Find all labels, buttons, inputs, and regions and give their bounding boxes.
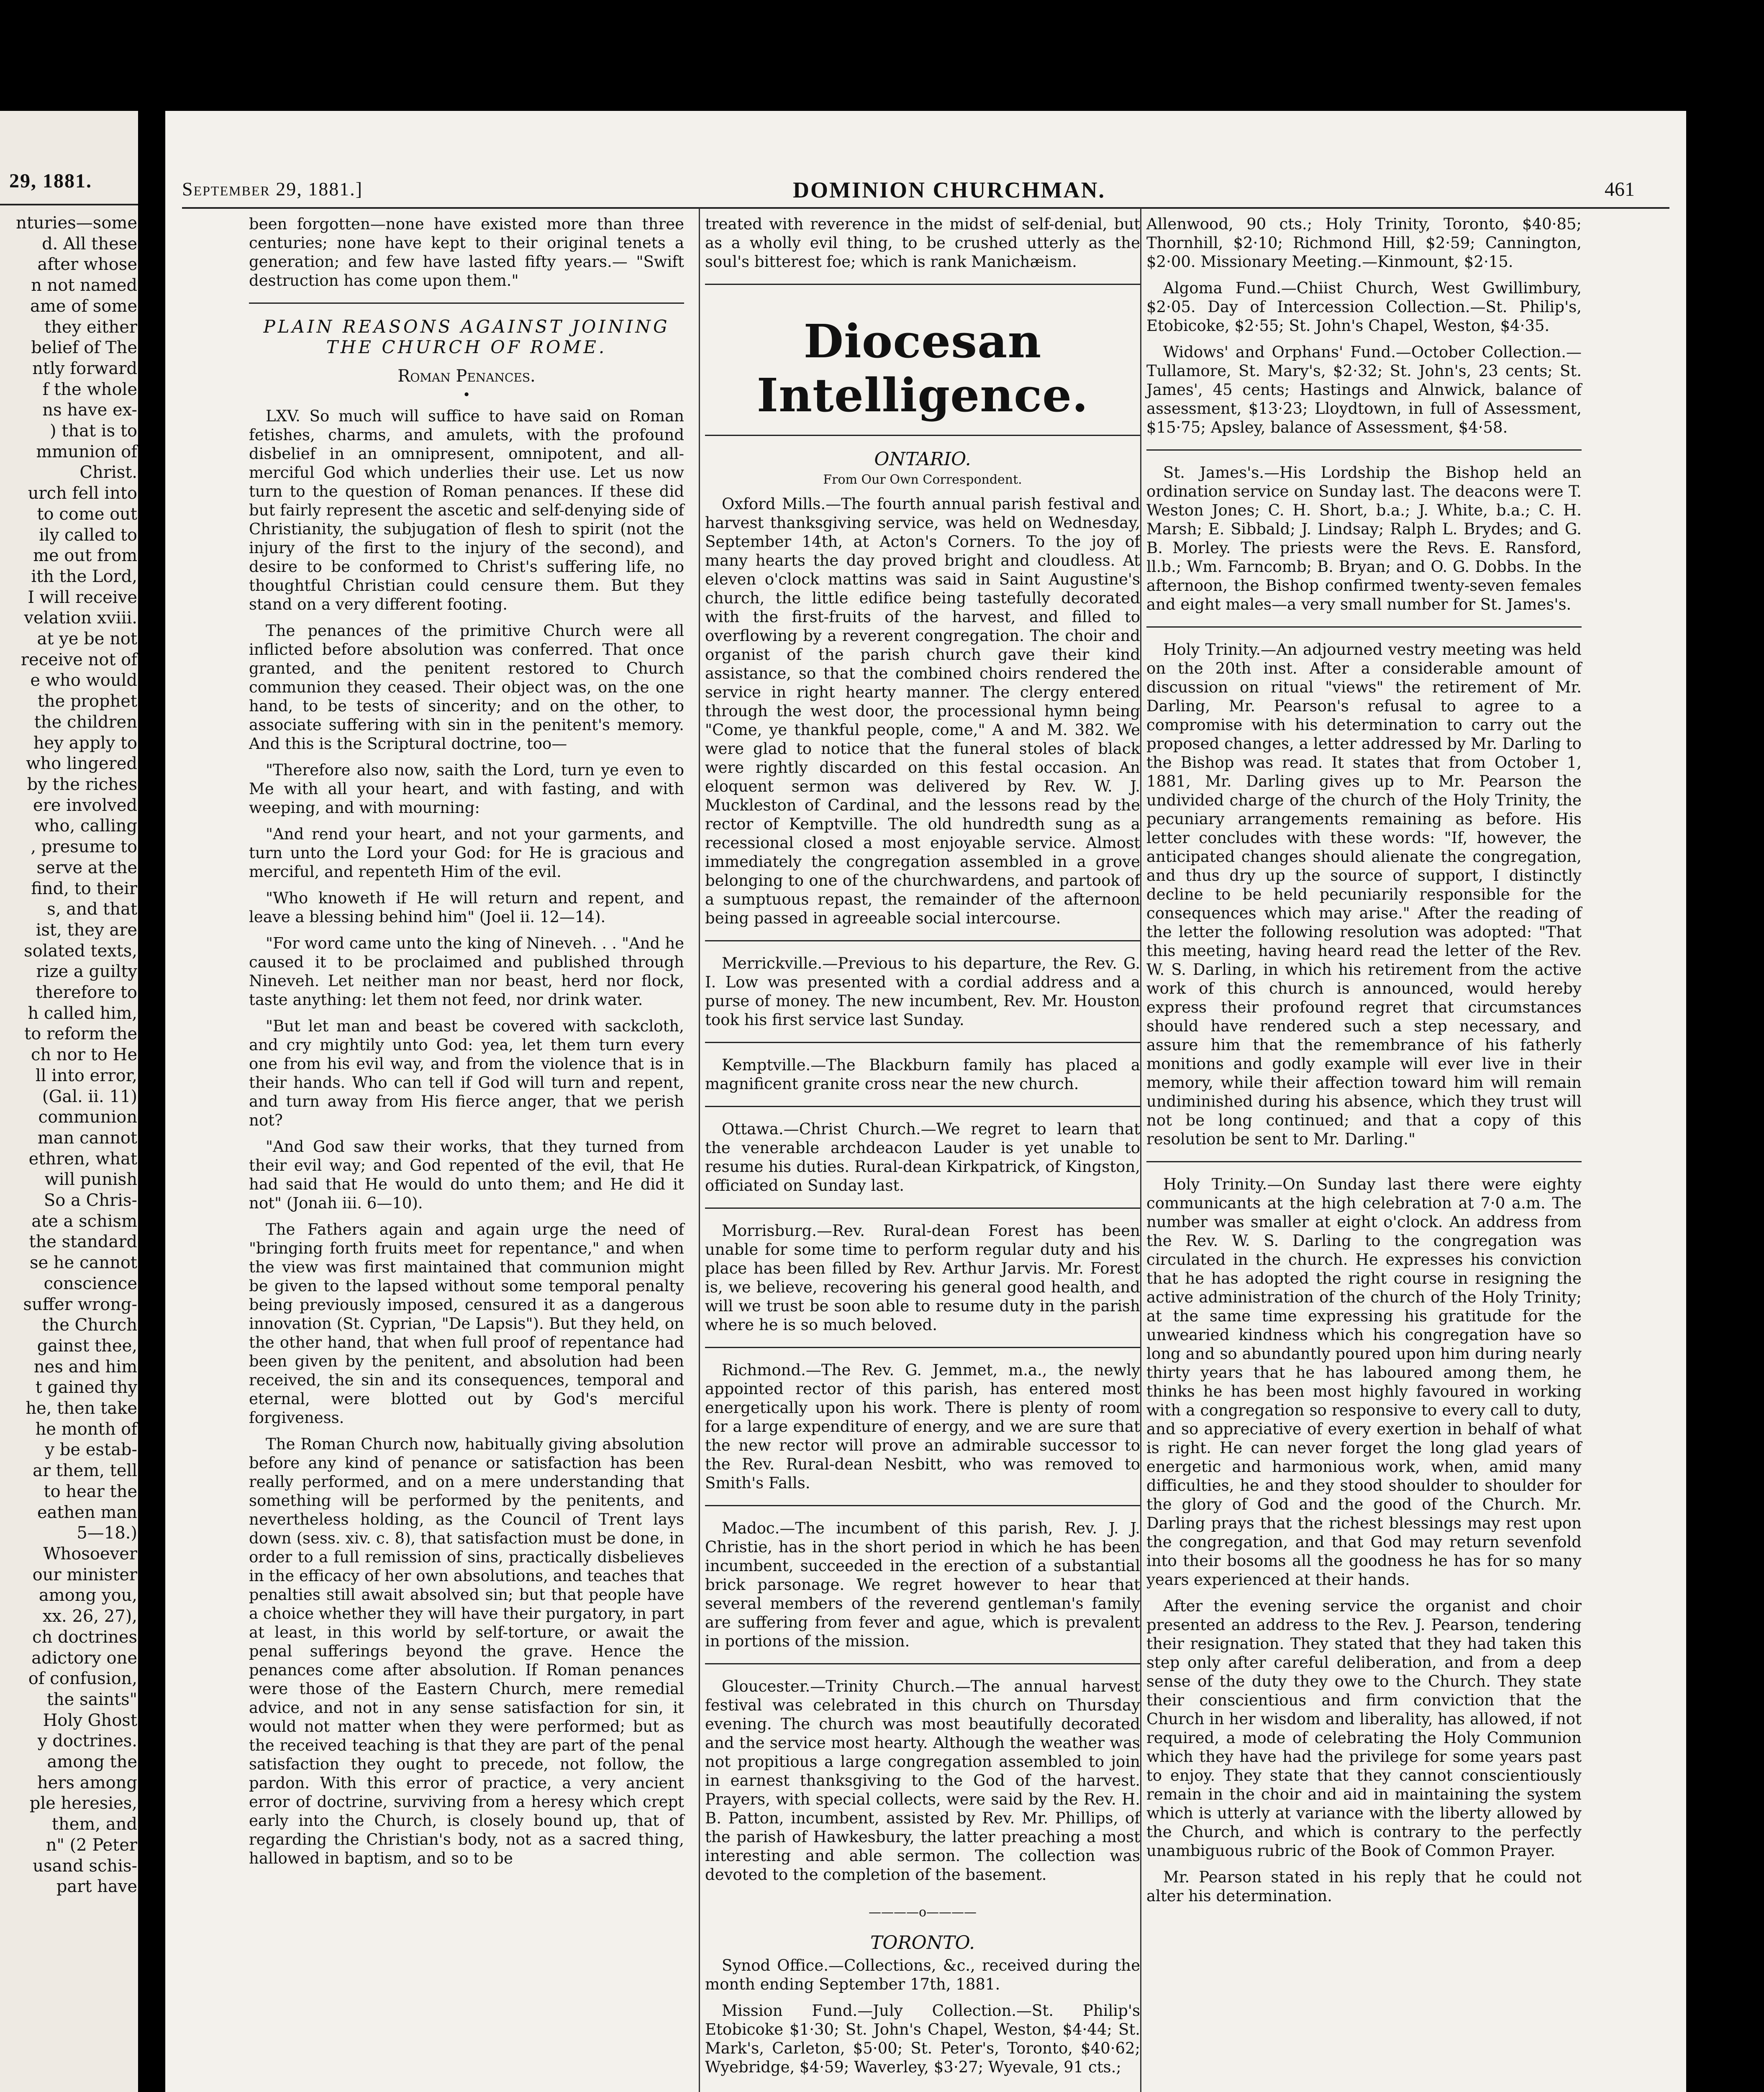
previous-page-line: ) that is to [50, 421, 137, 441]
previous-page-line: urch fell into [28, 484, 137, 503]
previous-page-line: , presume to [31, 837, 137, 857]
item-rule [705, 940, 1140, 941]
previous-page-line: ntly forward [32, 359, 137, 378]
header-rule [182, 207, 1669, 209]
previous-page-line: se he cannot [30, 1253, 137, 1273]
previous-page-line: velation xviii. [24, 608, 137, 628]
previous-page-line: solated texts, [24, 941, 137, 961]
correspondent-line: From Our Own Correspondent. [823, 472, 1022, 487]
column-1 [249, 215, 684, 1875]
news-item-st-james: St. James's.—His Lordship the Bishop held an ordination service on Sunday last. The deacons were T. Weston Jones; C. H. Short, b.a.; J. White, b.a.; C. H. Marsh; E. Sibbald; J. Lindsay; Ralph L. Brydes; and G. B. Morley. The priests were the Revs. E. Ransford, ll.b.; Wm. Farncomb; B. Bryan; and O. G. Dobbs. In the afternoon, the Bishop confirmed twenty-seven females and eight males—a very small number for St. James's. [1146, 464, 1582, 613]
previous-page-line: after whose [37, 255, 137, 274]
previous-page-line: rize a guilty [36, 962, 137, 982]
previous-page-line: belief of The [31, 338, 137, 358]
item-rule [1146, 449, 1582, 451]
previous-page-line: f the whole [42, 379, 137, 399]
previous-page-line: who, calling [34, 816, 137, 836]
previous-page-text [3, 213, 137, 1897]
previous-page-line: eathen man [37, 1502, 137, 1522]
news-item-holy-trinity-sunday: Holy Trinity.—On Sunday last there were eighty communicants at the high celebration at 7·0 a.m. The number was smaller at eight o'clock. An address from the Rev. W. S. Darling to the congregation was circulated in the church. He expresses his conviction that he has adopted the right course in resigning the active administration of the church of the Holy Trinity; at the same time expressing his gratitude for the unwearied kindness which his congregation have so long and so abundantly poured upon him during nearly thirty years that he has laboured among them, he thinks he has been most highly favoured in working with a congregation so responsive to every call to duty, and so appreciative of every exertion in behalf of what is right. He can never forget the long glad years of energetic and harmonious work, when, amid many difficulties, he and they stood shoulder to shoulder for the glory of God and the good of the Church. Mr. Darling prays that the richest blessings may rest upon the congregation, and that God may return sevenfold into their bosoms all the goodness he has for so many years experienced at their hands. [1146, 1175, 1582, 1589]
paragraph: The penances of the primitive Church were all inflicted before absolution was conferred. That once granted, and the penitent restored to Church communion they ceased. Their object was, on the one hand, to be tests of sincerity; and on the other, to associate suffering with sin in the penitent's memory. And this is the Scriptural doctrine, too— [249, 622, 684, 753]
previous-page-line: ethren, what [28, 1149, 137, 1169]
item-rule [705, 1106, 1140, 1107]
previous-page-header: 29, 1881. [9, 170, 92, 192]
section-masthead: Diocesan Intelligence. [756, 314, 1089, 422]
article-subheading: Roman Penances. [397, 367, 536, 386]
col3-intro: Allenwood, 90 cts.; Holy Trinity, Toronto, $40·85; Thornhill, $2·10; Richmond Hill, $2·59; Cannington, $2·00. Missionary Meeting.—Kinmount, $2·15. [1146, 215, 1582, 271]
article-heading: PLAIN REASONS AGAINST JOINING THE CHURCH OF ROME. [263, 316, 670, 357]
previous-page-line: will punish [44, 1170, 137, 1190]
paragraph: The Fathers again and again urge the need of "bringing forth fruits meet for repentance," and when the view was first maintained that communion might be given to the lapsed without some temporal penalty being previously imposed, censured it as a dangerous innovation (St. Cyprian, "De Lapsis"). But they held, on the other hand, that when full proof of repentance had been given by the penitent, and absolution had been received, the sin and its consequences, temporal and eternal, were blotted out by God's merciful forgiveness. [249, 1220, 684, 1427]
previous-page-line: the children [34, 712, 137, 732]
scripture-quote: "Therefore also now, saith the Lord, turn ye even to Me with all your heart, and with fasting, and with weeping, and with mourning: [249, 761, 684, 817]
item-rule [1146, 626, 1582, 628]
previous-page-line: the Church [42, 1315, 137, 1335]
scripture-quote: "But let man and beast be covered with sackcloth, and cry mightily unto God: yea, let them turn every one from his evil way, and from the violence that is in their hands. Who can tell if God will turn and repent, and turn away from His fierce anger, that we perish not? [249, 1017, 684, 1129]
news-item-ottawa: Ottawa.—Christ Church.—We regret to learn that the venerable archdeacon Lauder is yet unable to resume his duties. Rural-dean Kirkpatrick, of Kingston, officiated on Sunday last. [705, 1120, 1140, 1195]
news-item-oxford-mills: Oxford Mills.—The fourth annual parish festival and harvest thanksgiving service, was held on Wednesday, September 14th, at Acton's Corners. To the joy of many hearts the day proved bright and cloudless. At eleven o'clock mattins was said in Saint Augustine's church, the little edifice being tastefully decorated with the first-fruits of the harvest, and filled to overflowing by a reverent congregation. The choir and organist of the parish church gave their kind assistance, so that the combined choirs rendered the service in right hearty manner. The clergy entered through the west door, the processional hymn being "Come, ye thankful people, come," A and M. 382. We were glad to notice that the funeral stoles of black were rightly discarded on this festal occasion. An eloquent sermon was delivered by Rev. W. J. Muckleston of Cardinal, and the lessons read by the rector of Kemptville. The old hundredth sung as a recessional closed a most enjoyable service. Almost immediately the congregation assembled in a grove belonging to one of the churchwardens, and partook of a sumptuous repast, the remainder of the afternoon being passed in agreeable social intercourse. [705, 495, 1140, 927]
news-item-mission-fund: Mission Fund.—July Collection.—St. Philip's Etobicoke $1·30; St. John's Chapel, Weston, $4·44; St. Mark's, Carleton, $5·00; St. Peter's, Toronto, $40·62; Wyebridge, $4·59; Waverley, $3·27; Wyevale, 91 cts.; [705, 2002, 1140, 2076]
previous-page-line: serve at the [36, 858, 137, 877]
section-rule [249, 303, 684, 304]
news-item-holy-trinity-choir: After the evening service the organist and choir presented an address to the Rev. J. Pearson, tendering their resignation. They stated that they had taken this step only after careful deliberation, and from a deep sense of the duty they owe to the Church. They state their conscientious and firm conviction that the Church in her wisdom and liberality, has allowed, if not required, a mode of celebrating the Holy Communion which they have had the privilege for some years past to enjoy. They state that they cannot conscientiously remain in the choir and aid in maintaining the system which is utterly at variance with the liberty allowed by the Church, and which is contrary to the perfectly unambiguous rubric of the Book of Common Prayer. [1146, 1597, 1582, 1860]
previous-page-line: y doctrines. [37, 1731, 137, 1751]
previous-page-line: nturies—some [16, 213, 137, 233]
previous-page-line: ily called to [39, 525, 137, 545]
previous-page-rule [0, 204, 138, 205]
previous-page-line: ll into error, [35, 1066, 137, 1085]
news-item-gloucester: Gloucester.—Trinity Church.—The annual harvest festival was celebrated in this church on Thursday evening. The church was most beautifully decorated and the service most hearty. Although the weather was not propitious a large congregation assembled to join in earnest thanksgiving to the God of the harvest. Prayers, with special collects, were said by the Rev. H. B. Patton, incumbent, assisted by Rev. Mr. Phillips, of the parish of Hawkesbury, the latter preaching a most interesting and able sermon. The collection was devoted to the completion of the basement. [705, 1677, 1140, 1884]
news-item-holy-trinity-reply: Mr. Pearson stated in his reply that he could not alter his determination. [1146, 1868, 1582, 1905]
previous-page-line: usand schis- [33, 1856, 137, 1876]
previous-page-line: Christ. [79, 463, 137, 482]
news-item-algoma-fund: Algoma Fund.—Chiist Church, West Gwillimbury, $2·05. Day of Intercession Collection.—St. Philip's, Etobicoke, $2·55; St. John's Chapel, Weston, $4·35. [1146, 279, 1582, 335]
paragraph: LXV. So much will suffice to have said on Roman fetishes, charms, and amulets, with the profound disbelief in an omnipresent, omnipotent, and all-merciful God which underlies their use. Let us now turn to the question of Roman penances. If these did but fairly represent the ascetic and self-denying side of Christianity, the subjugation of flesh to spirit (not the injury of the first to the injury of the second), and desire to be conformed to Christ's suffering life, no thoughtful Christian could censure them. But they stand on a very different footing. [249, 407, 684, 613]
previous-page-line: ate a schism [31, 1211, 137, 1231]
previous-page-line: among the [47, 1752, 137, 1772]
previous-page-line: suffer wrong- [23, 1295, 137, 1314]
previous-page-line: to hear the [44, 1482, 137, 1501]
previous-page-line: I will receive [28, 587, 137, 607]
column-divider-1 [699, 208, 700, 2092]
previous-page-edge [0, 111, 138, 2092]
section-rule [705, 435, 1140, 436]
newspaper-page [165, 111, 1686, 2092]
previous-page-line: ch doctrines [32, 1627, 137, 1647]
previous-page-line: n" (2 Peter [46, 1835, 137, 1855]
previous-page-line: hers among [37, 1773, 137, 1792]
previous-page-line: h called him, [28, 1003, 137, 1023]
previous-page-line: mmunion of [36, 442, 137, 461]
item-rule [705, 1347, 1140, 1348]
news-item-widows-orphans-fund: Widows' and Orphans' Fund.—October Collection.—Tullamore, St. Mary's, $2·32; St. John's, 23 cents; St. James', 45 cents; Hastings and Alnwick, balance of assessment, $13·23; Lloydtown, in full of Assessment, $15·75; Apsley, balance of Assessment, $4·58. [1146, 343, 1582, 436]
news-item-holy-trinity-vestry: Holy Trinity.—An adjourned vestry meeting was held on the 20th inst. After a considerable amount of discussion on ritual "views" the retirement of Mr. Darling, Mr. Pearson's refusal to agree to a compromise with his determination to carry out the proposed changes, a letter addressed by Mr. Darling to the Bishop was read. It states that from October 1, 1881, Mr. Darling gives up to Mr. Pearson the undivided charge of the church of the Holy Trinity, the pecuniary arrangements remaining as before. His letter concludes with these words: "If, however, the anticipated changes should alienate the congregation, and thus dry up the source of support, I distinctly decline to be held pecuniarily responsible for the consequences which may arise." After the reading of the letter the following resolution was adopted: "That this meeting, having heard read the letter of the Rev. W. S. Darling, in which his retirement from the active work of this church is announced, would hereby express their profound regret that circumstances should have rendered such a step necessary, and assure him that the remembrance of his fatherly monitions and godly example will ever live in their memory, while their affection toward him will remain undiminished during his absence, which they trust will not be long continued; and that a copy of this resolution be sent to Mr. Darling." [1146, 641, 1582, 1148]
previous-page-line: our minister [32, 1565, 137, 1584]
previous-page-line: at ye be not [37, 629, 137, 649]
previous-page-line: man cannot [37, 1128, 137, 1148]
diocese-heading-toronto: TORONTO. [870, 1932, 975, 1954]
news-item-merrickville: Merrickville.—Previous to his departure, the Rev. G. I. Low was presented with a cordial address and a purse of money. The new incumbent, Rev. Mr. Houston took his first service last Sunday. [705, 954, 1140, 1029]
previous-page-line: gainst thee, [37, 1336, 137, 1356]
item-rule [705, 1042, 1140, 1043]
previous-page-line: hey apply to [33, 733, 137, 753]
column-divider-2 [1140, 208, 1141, 2092]
previous-page-line: So a Chris- [44, 1191, 137, 1210]
previous-page-line: to come out [37, 504, 137, 524]
previous-page-line: adictory one [31, 1648, 137, 1668]
news-item-morrisburg: Morrisburg.—Rev. Rural-dean Forest has been unable for some time to perform regular duty and his place has been filled by Rev. Arthur Jarvis. Mr. Forest is, we believe, recovering his general good health, and will we trust be soon able to resume duty in the parish where he is so much beloved. [705, 1222, 1140, 1334]
previous-page-line: t gained thy [35, 1378, 137, 1397]
previous-page-line: conscience [44, 1274, 137, 1293]
previous-page-line: (Gal. ii. 11) [42, 1087, 137, 1106]
previous-page-line: 5—18.) [77, 1523, 137, 1543]
previous-page-line: he, then take [26, 1399, 137, 1418]
news-item-kemptville: Kemptville.—The Blackburn family has placed a magnificent granite cross near the new church. [705, 1056, 1140, 1093]
section-rule [705, 284, 1140, 285]
previous-page-line: me out from [33, 546, 137, 566]
divider-ornament: ————o———— [868, 1905, 977, 1920]
previous-page-line: communion [38, 1108, 137, 1127]
previous-page-line: find, to their [31, 879, 137, 898]
previous-page-line: the standard [29, 1232, 137, 1252]
col2-intro: treated with reverence in the midst of self-denial, but as a wholly evil thing, to be crushed utterly as the soul's bitterest foe; which is rank Manichæism. [705, 215, 1140, 271]
scripture-quote: "For word came unto the king of Nineveh. . . "And he caused it to be proclaimed and published through Nineveh. Let neither man nor beast, herd nor flock, taste anything: let them not feed, nor drink water. [249, 934, 684, 1009]
column-2 [705, 215, 1140, 2084]
paragraph: The Roman Church now, habitually giving absolution before any kind of penance or satisfaction has been really performed, and on a mere understanding that something will be performed by the penitents, and nevertheless holding, as the Council of Trent lays down (sess. xiv. c. 8), that satisfaction must be done, in order to a full remission of sins, practically disbelieves in the efficacy of her own absolutions, and teaches that penalties still await absolved sin; but that people have a choice whether they will have their purgatory, in part at least, in this world by self-torture, or await the penal sufferings beyond the grave. Hence the penances come after absolution. If Roman penances were those of the Eastern Church, mere remedial advice, and not in any sense satisfaction for sin, it would not matter when they were performed; but as the received teaching is that they are part of the penal satisfaction they ought to precede, not follow, the pardon. With this error of practice, a very ancient error of doctrine, surviving from a heresy which crept early into the Church, is closely bound up, that of regarding the Christian's body, not as a sacred thing, hallowed in baptism, and so to be [249, 1435, 684, 1867]
previous-page-line: ns have ex- [42, 400, 137, 420]
previous-page-line: to reform the [24, 1024, 137, 1044]
previous-page-line: them, and [51, 1815, 137, 1834]
previous-page-line: who lingered [26, 754, 137, 774]
previous-page-line: e who would [30, 671, 137, 690]
item-rule [705, 1208, 1140, 1209]
previous-page-line: Whosoever [43, 1544, 137, 1564]
bullet-ornament: • [462, 387, 471, 403]
previous-page-line: n not named [31, 276, 137, 295]
previous-page-line: ch nor to He [31, 1045, 137, 1065]
news-item-richmond: Richmond.—The Rev. G. Jemmet, m.a., the newly appointed rector of this parish, has entered most energetically upon his work. There is plenty of room for a large expenditure of energy, and we are sure that the new rector will prove an admirable successor to the Rev. Rural-dean Nesbitt, who was removed to Smith's Falls. [705, 1361, 1140, 1492]
previous-page-line: ame of some [30, 296, 137, 316]
previous-page-line: ple heresies, [29, 1794, 137, 1813]
news-item-synod-office: Synod Office.—Collections, &c., received during the month ending September 17th, 1881. [705, 1956, 1140, 1993]
col1-intro: been forgotten—none have existed more than three centuries; none have kept to their original tenets a generation; and few have lasted fifty years.— "Swift destruction has come upon them." [249, 215, 684, 290]
previous-page-line: d. All these [42, 234, 137, 254]
scripture-quote: "And rend your heart, and not your garments, and turn unto the Lord your God: for He is gracious and merciful, and repenteth Him of the evil. [249, 825, 684, 881]
previous-page-line: nes and him [33, 1357, 137, 1377]
header-page-number: 461 [1605, 178, 1635, 200]
previous-page-line: the prophet [37, 692, 137, 711]
previous-page-line: part have [56, 1877, 137, 1897]
header-date: September 29, 1881.] [182, 178, 363, 200]
news-item-madoc: Madoc.—The incumbent of this parish, Rev. J. J. Christie, has in the short period in which he has been incumbent, succeeded in the erection of a substantial brick parsonage. We regret however to hear that several members of the reverend gentleman's family are suffering from fever and ague, which is prevalent in portions of the mission. [705, 1519, 1140, 1650]
diocese-heading-ontario: ONTARIO. [874, 449, 971, 470]
previous-page-line: ith the Lord, [31, 567, 137, 586]
previous-page-line: therefore to [36, 983, 137, 1002]
previous-page-line: ar them, tell [33, 1461, 137, 1481]
previous-page-line: he month of [35, 1419, 137, 1439]
previous-page-line: ist, they are [36, 920, 137, 940]
previous-page-line: they either [44, 317, 137, 337]
previous-page-line: among you, [38, 1586, 137, 1605]
previous-page-line: ere involved [33, 795, 137, 815]
previous-page-line: by the riches [27, 774, 137, 794]
column-3 [1146, 215, 1582, 1913]
previous-page-line: the saints" [46, 1689, 137, 1709]
previous-page-line: y be estab- [45, 1440, 137, 1460]
item-rule [705, 1663, 1140, 1664]
previous-page-line: of confusion, [28, 1669, 137, 1689]
item-rule [705, 1505, 1140, 1506]
item-rule [1146, 1161, 1582, 1162]
scripture-quote: "Who knoweth if He will return and repent, and leave a blessing behind him" (Joel ii. 12—14). [249, 889, 684, 926]
previous-page-line: receive not of [21, 650, 137, 669]
scripture-quote: "And God saw their works, that they turned from their evil way; and God repented of the evil, that He had said that He would do unto them; and He did it not" (Jonah iii. 6—10). [249, 1138, 684, 1212]
previous-page-line: s, and that [47, 900, 137, 919]
previous-page-line: Holy Ghost [43, 1710, 137, 1730]
header-title: DOMINION CHURCHMAN. [793, 177, 1105, 203]
previous-page-line: xx. 26, 27), [42, 1607, 137, 1626]
